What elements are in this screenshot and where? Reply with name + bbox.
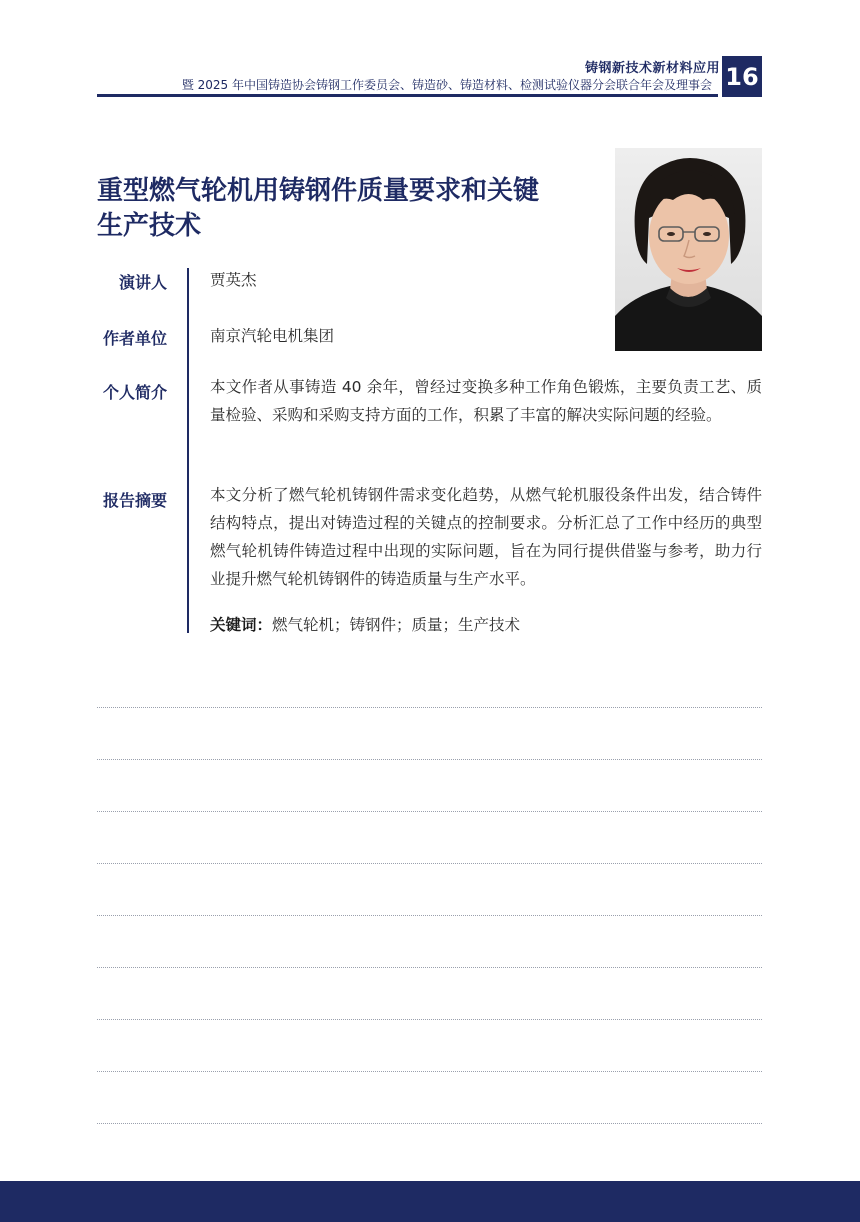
note-line (97, 915, 762, 916)
section-accent-bar (187, 268, 189, 633)
keywords-label: 关键词： (210, 616, 273, 634)
note-line (97, 707, 762, 708)
affiliation-label: 作者单位 (102, 329, 167, 348)
affiliation-value: 南京汽轮电机集团 (210, 327, 335, 345)
abstract-label: 报告摘要 (102, 491, 167, 510)
header-divider (97, 94, 718, 97)
page-number-badge: 16 (722, 56, 762, 97)
article-title-line1: 重型燃气轮机用铸钢件质量要求和关键 (97, 176, 540, 206)
footer-band (0, 1181, 860, 1222)
keywords-line (210, 611, 762, 639)
note-line (97, 1123, 762, 1124)
article-title-line2: 生产技术 (97, 211, 202, 241)
note-line (97, 1071, 762, 1072)
conference-title: 暨 2025 年中国铸造协会铸钢工作委员会、铸造砂、铸造材料、检测试验仪器分会联合年会及理事会 (181, 78, 712, 92)
series-title: 铸钢新技术新材料应用 (584, 61, 720, 76)
bio-text: 本文作者从事铸造 40 余年，曾经过变换多种工作角色锻炼，主要负责工艺、质量检验、采购和采购支持方面的工作，积累了丰富的解决实际问题的经验。 (210, 378, 762, 424)
speaker-name: 贾英杰 (210, 271, 257, 289)
note-line (97, 863, 762, 864)
abstract-text: 本文分析了燃气轮机铸钢件需求变化趋势，从燃气轮机服役条件出发，结合铸件结构特点，提出对铸造过程的关键点的控制要求。分析汇总了工作中经历的典型燃气轮机铸件铸造过程中出现的实际问题，旨在为同行提供借鉴与参考，助力行业提升燃气轮机铸钢件的铸造质量与生产水平。 (210, 486, 762, 588)
note-line (97, 759, 762, 760)
portrait-illustration (615, 148, 762, 351)
keywords-value: 燃气轮机；铸钢件；质量；生产技术 (272, 616, 521, 634)
speaker-portrait (615, 148, 762, 351)
article-title (97, 174, 597, 244)
bio-label: 个人简介 (102, 383, 167, 402)
note-line (97, 811, 762, 812)
note-line (97, 967, 762, 968)
speaker-label: 演讲人 (118, 273, 167, 292)
note-line (97, 1019, 762, 1020)
